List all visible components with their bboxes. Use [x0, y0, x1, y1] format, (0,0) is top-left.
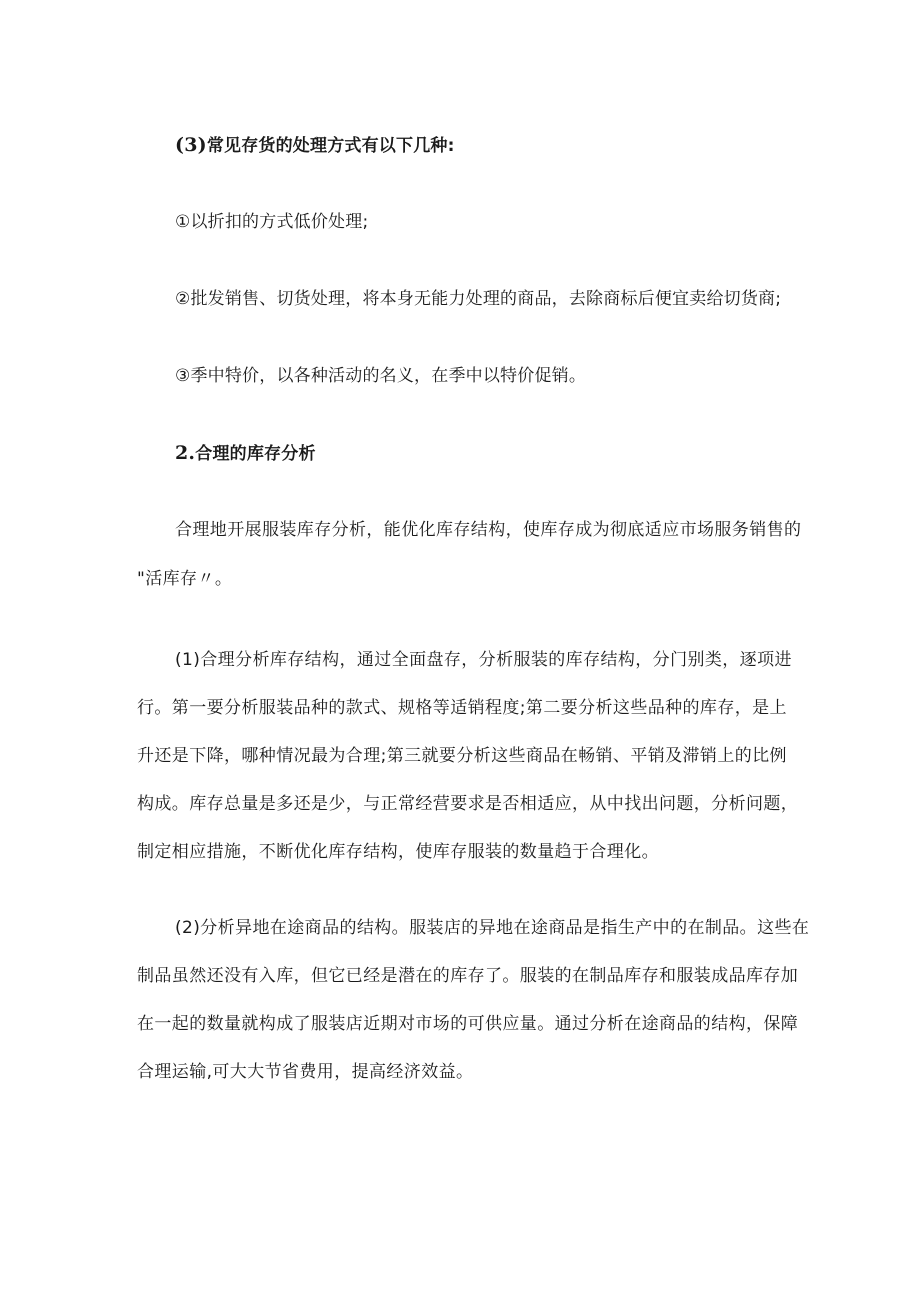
- para1-line-2: 行。第一要分析服装品种的款式、规格等适销程度;第二要分析这些品种的库存，是上: [137, 698, 787, 718]
- section-2-heading: [175, 441, 316, 466]
- list-item-2: ②批发销售、切货处理，将本身无能力处理的商品，去除商标后便宜卖给切货商;: [175, 289, 782, 309]
- para2-line-1: (2)分析异地在途商品的结构。服装店的异地在途商品是指生产中的在制品。这些在: [175, 918, 810, 938]
- section-3-heading: [175, 133, 455, 158]
- para1-line-5: 制定相应措施，不断优化库存结构，使库存服装的数量趋于合理化。: [137, 842, 659, 862]
- section-2-title: 合理的库存分析: [195, 444, 316, 464]
- para1-line-3: 升还是下降，哪种情况最为合理;第三就要分析这些商品在畅销、平销及滞销上的比例: [137, 746, 787, 766]
- section-3-number: (3): [175, 134, 207, 156]
- section-3-title: 常见存货的处理方式有以下几种:: [206, 136, 455, 156]
- para1-line-1: (1)合理分析库存结构，通过全面盘存，分析服装的库存结构，分门别类，逐项进: [175, 650, 792, 670]
- intro-line-2: "活库存〃。: [137, 569, 233, 589]
- para1-line-4: 构成。库存总量是多还是少，与正常经营要求是否相适应，从中找出问题，分析问题，: [137, 794, 799, 814]
- para2-line-3: 在一起的数量就构成了服装店近期对市场的可供应量。通过分析在途商品的结构，保障: [137, 1014, 799, 1034]
- list-item-1: ①以折扣的方式低价处理;: [175, 212, 369, 232]
- para2-line-2: 制品虽然还没有入库，但它已经是潜在的库存了。服装的在制品库存和服装成品库存加: [137, 966, 799, 986]
- section-2-number: 2.: [175, 442, 196, 464]
- list-item-3: ③季中特价，以各种活动的名义，在季中以特价促销。: [175, 366, 587, 386]
- intro-line-1: 合理地开展服装库存分析，能优化库存结构，使库存成为彻底适应市场服务销售的: [175, 520, 802, 540]
- para2-line-4: 合理运输,可大大节省费用，提高经济效益。: [137, 1062, 474, 1082]
